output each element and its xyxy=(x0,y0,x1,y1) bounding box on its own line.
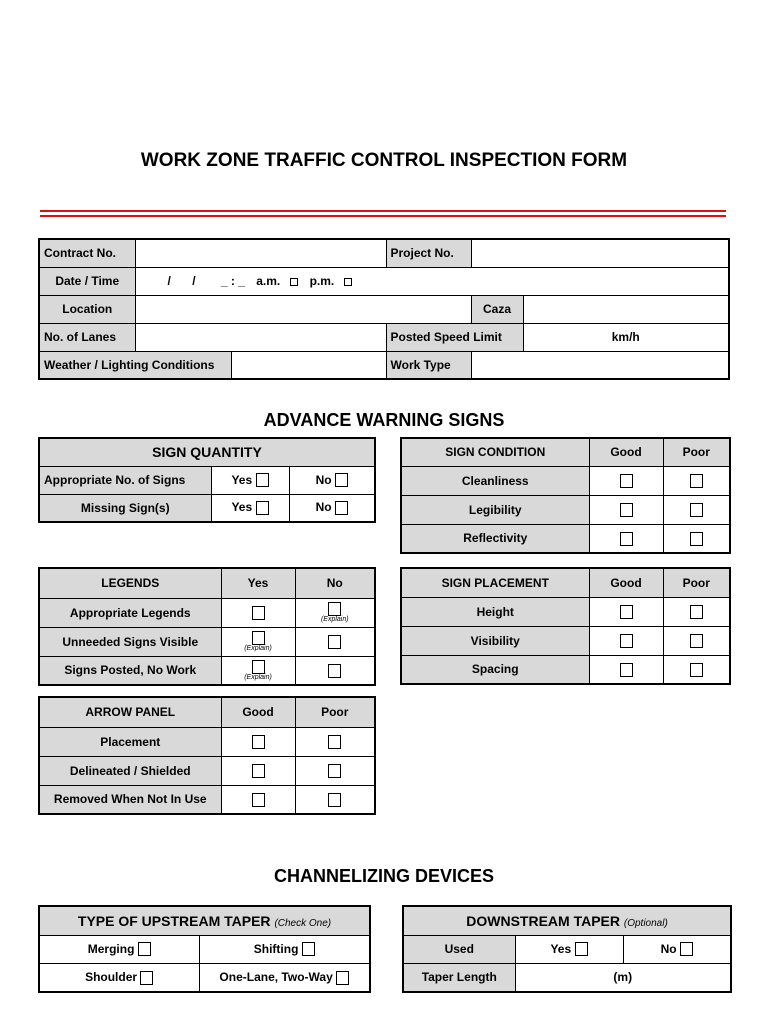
used-yes-checkbox[interactable] xyxy=(575,942,588,956)
red-rule-bottom xyxy=(40,215,726,217)
yes-label: Yes xyxy=(231,472,253,487)
reflectivity-good-checkbox[interactable] xyxy=(620,532,633,546)
weather-label: Weather / Lighting Conditions xyxy=(39,351,231,379)
removed-label: Removed When Not In Use xyxy=(39,785,221,814)
project-no-label: Project No. xyxy=(386,239,471,267)
visibility-poor-checkbox[interactable] xyxy=(690,634,703,648)
yes-label: Yes xyxy=(550,941,572,956)
contract-no-label: Contract No. xyxy=(39,239,135,267)
channelizing-devices-title: CHANNELIZING DEVICES xyxy=(273,866,495,886)
used-no-checkbox[interactable] xyxy=(680,942,693,956)
delineated-label: Delineated / Shielded xyxy=(39,756,221,785)
taper-length-unit: (m) xyxy=(613,970,633,985)
used-label: Used xyxy=(403,935,515,963)
sign-quantity-header: SIGN QUANTITY xyxy=(39,438,375,466)
spacing-poor-checkbox[interactable] xyxy=(690,663,703,677)
shoulder-checkbox[interactable] xyxy=(140,971,153,985)
reflectivity-poor-checkbox[interactable] xyxy=(690,532,703,546)
cleanliness-good-checkbox[interactable] xyxy=(620,474,633,488)
poor-header: Poor xyxy=(663,568,730,597)
sign-condition-header: SIGN CONDITION xyxy=(401,438,589,466)
speed-limit-label: Posted Speed Limit xyxy=(386,323,523,351)
delineated-good-checkbox[interactable] xyxy=(252,764,265,778)
location-label: Location xyxy=(39,295,135,323)
missing-signs-label: Missing Sign(s) xyxy=(39,494,211,522)
work-type-field[interactable] xyxy=(471,351,729,379)
lanes-label: No. of Lanes xyxy=(39,323,135,351)
poor-header: Poor xyxy=(295,697,375,727)
taper-length-field[interactable] xyxy=(515,963,731,992)
signs-posted-yes-checkbox[interactable] xyxy=(252,660,265,674)
lanes-field[interactable] xyxy=(135,323,386,351)
cleanliness-poor-checkbox[interactable] xyxy=(690,474,703,488)
location-field[interactable] xyxy=(135,295,471,323)
yes-label: Yes xyxy=(231,500,253,515)
caza-label: Caza xyxy=(471,295,523,323)
legends-header: LEGENDS xyxy=(39,568,221,598)
am-label: a.m. xyxy=(256,274,281,288)
sign-condition-table xyxy=(400,437,731,554)
pm-checkbox[interactable] xyxy=(344,278,352,286)
arrow-panel-table xyxy=(38,696,376,815)
date-time-field[interactable] xyxy=(135,267,729,295)
height-good-checkbox[interactable] xyxy=(620,605,633,619)
shifting-checkbox[interactable] xyxy=(302,942,315,956)
no-label: No xyxy=(315,500,332,515)
sign-placement-table xyxy=(400,567,731,685)
visibility-good-checkbox[interactable] xyxy=(620,634,633,648)
advance-warning-title: ADVANCE WARNING SIGNS xyxy=(263,410,505,430)
delineated-poor-checkbox[interactable] xyxy=(328,764,341,778)
explain-note: (Explain) xyxy=(244,645,272,653)
appropriate-signs-no-checkbox[interactable] xyxy=(335,473,348,487)
merging-checkbox[interactable] xyxy=(138,942,151,956)
weather-field[interactable] xyxy=(231,351,386,379)
arrow-placement-poor-checkbox[interactable] xyxy=(328,735,341,749)
optional-note: (Optional) xyxy=(623,917,668,929)
appropriate-signs-label: Appropriate No. of Signs xyxy=(39,466,211,494)
unneeded-signs-label: Unneeded Signs Visible xyxy=(39,627,221,656)
appropriate-legends-label: Appropriate Legends xyxy=(39,598,221,627)
one-lane-two-way-checkbox[interactable] xyxy=(336,971,349,985)
check-one-note: (Check One) xyxy=(274,917,332,929)
contract-no-field[interactable] xyxy=(135,239,386,267)
no-header: No xyxy=(295,568,375,598)
appropriate-legends-yes-checkbox[interactable] xyxy=(252,606,265,620)
poor-header: Poor xyxy=(663,438,730,466)
missing-signs-no-checkbox[interactable] xyxy=(335,501,348,515)
explain-note: (Explain) xyxy=(320,616,349,624)
removed-poor-checkbox[interactable] xyxy=(328,793,341,807)
arrow-panel-header: ARROW PANEL xyxy=(39,697,221,727)
appropriate-signs-yes-checkbox[interactable] xyxy=(256,473,269,487)
missing-signs-yes-checkbox[interactable] xyxy=(256,501,269,515)
removed-good-checkbox[interactable] xyxy=(252,793,265,807)
sign-quantity-table xyxy=(38,437,376,523)
no-label: No xyxy=(315,472,332,487)
am-checkbox[interactable] xyxy=(290,278,298,286)
project-no-field[interactable] xyxy=(471,239,729,267)
signs-posted-no-work-label: Signs Posted, No Work xyxy=(39,656,221,685)
speed-unit: km/h xyxy=(611,330,640,344)
pm-label: p.m. xyxy=(309,274,335,288)
speed-limit-field[interactable] xyxy=(523,323,729,351)
taper-length-label: Taper Length xyxy=(403,963,515,992)
spacing-good-checkbox[interactable] xyxy=(620,663,633,677)
height-label: Height xyxy=(401,597,589,626)
one-lane-two-way-label: One-Lane, Two-Way xyxy=(219,969,333,984)
good-header: Good xyxy=(221,697,295,727)
time-blank: _ : _ xyxy=(220,274,245,288)
signs-posted-no-checkbox[interactable] xyxy=(328,664,341,678)
date-separator: / xyxy=(167,274,171,288)
merging-label: Merging xyxy=(87,941,135,956)
height-poor-checkbox[interactable] xyxy=(690,605,703,619)
arrow-placement-good-checkbox[interactable] xyxy=(252,735,265,749)
legends-table xyxy=(38,567,376,686)
legibility-good-checkbox[interactable] xyxy=(620,503,633,517)
arrow-placement-label: Placement xyxy=(39,727,221,756)
explain-note: (Explain) xyxy=(244,674,272,682)
upstream-taper-table xyxy=(38,905,371,993)
date-separator: / xyxy=(192,274,196,288)
shoulder-label: Shoulder xyxy=(85,969,138,984)
upstream-taper-title: TYPE OF UPSTREAM TAPER xyxy=(77,912,271,929)
cleanliness-label: Cleanliness xyxy=(401,466,589,495)
unneeded-signs-no-checkbox[interactable] xyxy=(328,635,341,649)
legibility-poor-checkbox[interactable] xyxy=(690,503,703,517)
form-title: WORK ZONE TRAFFIC CONTROL INSPECTION FORM xyxy=(140,150,628,171)
downstream-taper-title: DOWNSTREAM TAPER xyxy=(466,912,620,929)
unneeded-signs-yes-checkbox[interactable] xyxy=(252,631,265,645)
no-label: No xyxy=(660,941,677,956)
upstream-taper-header xyxy=(39,906,370,935)
downstream-taper-table xyxy=(402,905,732,993)
work-type-label: Work Type xyxy=(386,351,471,379)
good-header: Good xyxy=(589,568,663,597)
spacing-label: Spacing xyxy=(401,655,589,684)
caza-field[interactable] xyxy=(523,295,729,323)
visibility-label: Visibility xyxy=(401,626,589,655)
reflectivity-label: Reflectivity xyxy=(401,524,589,553)
downstream-taper-header xyxy=(403,906,731,935)
shifting-label: Shifting xyxy=(253,941,299,956)
yes-header: Yes xyxy=(221,568,295,598)
good-header: Good xyxy=(589,438,663,466)
red-rule-top xyxy=(40,210,726,212)
general-info-table xyxy=(38,238,730,380)
date-time-label: Date / Time xyxy=(39,267,135,295)
appropriate-legends-no-checkbox[interactable] xyxy=(328,602,341,616)
legibility-label: Legibility xyxy=(401,495,589,524)
sign-placement-header: SIGN PLACEMENT xyxy=(401,568,589,597)
